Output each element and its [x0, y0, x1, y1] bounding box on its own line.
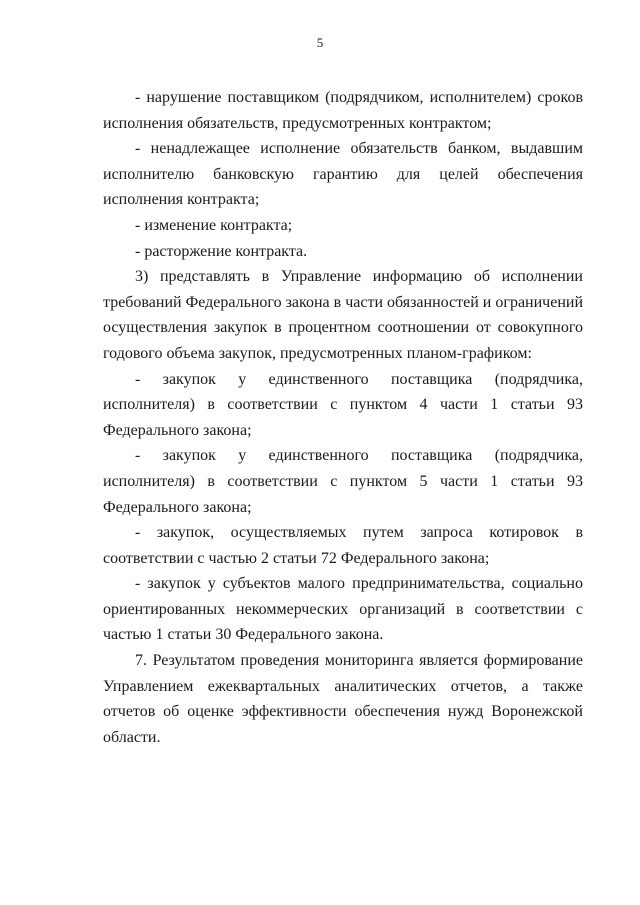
list-item-contract-termination: - расторжение контракта. [135, 242, 308, 260]
clause-3-reporting: 3) представлять в Управление информацию об исполнении требований Федерального закона в части обязанностей и ограничений осуществления закупок в процентном соотношении от совокупного годового объема закупок, предусмотренных планом-графиком: [103, 268, 583, 362]
clause-7-monitoring-result: 7. Результатом проведения мониторинга является формирование Управлением ежеквартальных аналитических отчетов, а также отчетов об оценке эффективности обеспечения нужд Воронежской области. [103, 652, 583, 746]
list-item-single-supplier-p4: - закупок у единственного поставщика (подрядчика, исполнителя) в соответствии с пунктом 4 части 1 статьи 93 Федерального закона; [103, 370, 583, 439]
list-item-quotation-requests: - закупок, осуществляемых путем запроса котировок в соответствии с частью 2 статьи 72 Федерального закона; [103, 524, 583, 567]
document-body [103, 85, 583, 750]
list-item-supplier-deadline-violation: - нарушение поставщиком (подрядчиком, исполнителем) сроков исполнения обязательств, предусмотренных контрактом; [103, 89, 583, 132]
list-item-small-business: - закупок у субъектов малого предпринимательства, социально ориентированных некоммерческих организаций в соответствии с частью 1 статьи 30 Федерального закона. [103, 575, 583, 644]
page-number: 5 [316, 35, 324, 50]
list-item-single-supplier-p5: - закупок у единственного поставщика (подрядчика, исполнителя) в соответствии с пунктом 5 части 1 статьи 93 Федерального закона; [103, 447, 583, 516]
list-item-bank-guarantee-failure: - ненадлежащее исполнение обязательств банком, выдавшим исполнителю банковскую гарантию для целей обеспечения исполнения контракта; [103, 140, 583, 209]
list-item-contract-change: - изменение контракта; [135, 216, 293, 234]
